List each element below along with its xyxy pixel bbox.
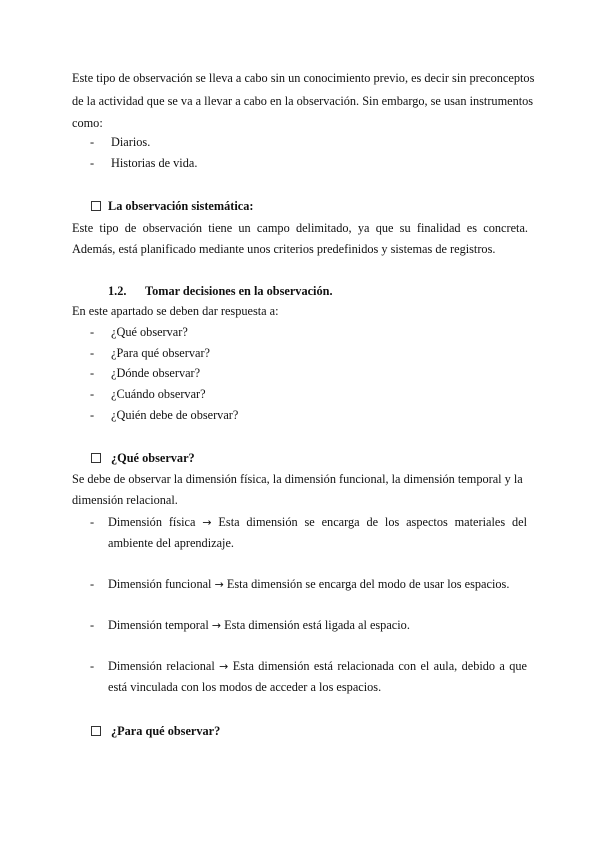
list-dash: -	[90, 366, 95, 380]
list-dash: -	[90, 135, 95, 149]
dimension-fisica-text: Esta dimensión se encarga de los aspectos materiales del	[218, 515, 528, 529]
dimension-fisica-line-2: ambiente del aprendizaje.	[108, 536, 234, 550]
dimension-relacional-text: Esta dimensión está relacionada con el aula, debido a que	[232, 659, 527, 673]
section-number: 1.2.	[108, 284, 127, 298]
list-item: ¿Dónde observar?	[111, 366, 201, 380]
que-observar-line-2: dimensión relacional.	[72, 493, 178, 507]
intro-line-3: como:	[72, 116, 103, 130]
dimension-temporal-line	[108, 617, 410, 634]
checkbox-icon	[91, 726, 101, 736]
dimension-relacional-line-1	[108, 658, 527, 675]
intro-line-1: Este tipo de observación se lleva a cabo sin un conocimiento previo, es decir sin preconceptos	[72, 71, 535, 85]
arrow-icon: →	[219, 660, 229, 673]
list-item: ¿Qué observar?	[111, 325, 188, 339]
sistematica-line-1: Este tipo de observación tiene un campo delimitado, ya que su finalidad es concreta.	[72, 221, 528, 235]
dimension-fisica-label: Dimensión física	[108, 515, 196, 529]
dimension-temporal-label: Dimensión temporal	[108, 618, 209, 632]
list-dash: -	[90, 577, 95, 591]
list-dash: -	[90, 659, 95, 673]
intro-line-2: de la actividad que se va a llevar a cabo en la observación. Sin embargo, se usan instrumentos	[72, 94, 534, 108]
dimension-relacional-line-2: está vinculada con los modos de acceder a los espacios.	[108, 680, 382, 694]
list-dash: -	[90, 346, 95, 360]
dimension-temporal-text: Esta dimensión está ligada al espacio.	[224, 618, 410, 632]
dimension-relacional-label: Dimensión relacional	[108, 659, 215, 673]
dimension-funcional-line	[108, 576, 509, 593]
sistematica-line-2: Además, está planificado mediante unos criterios predefinidos y sistemas de registros.	[72, 242, 496, 256]
dimension-funcional-text: Esta dimensión se encarga del modo de usar los espacios.	[226, 577, 510, 591]
list-dash: -	[90, 408, 95, 422]
list-dash: -	[90, 515, 95, 529]
list-dash: -	[90, 156, 95, 170]
list-item: ¿Cuándo observar?	[111, 387, 206, 401]
list-item: Diarios.	[111, 135, 151, 149]
checkbox-icon	[91, 453, 101, 463]
heading-para-que-observar: ¿Para qué observar?	[111, 724, 221, 738]
dimension-fisica-line-1	[108, 514, 527, 531]
heading-que-observar: ¿Qué observar?	[111, 451, 195, 465]
checkbox-icon	[91, 201, 101, 211]
section-intro: En este apartado se deben dar respuesta a:	[72, 304, 279, 318]
section-title: Tomar decisiones en la observación.	[145, 284, 333, 298]
dimension-funcional-label: Dimensión funcional	[108, 577, 212, 591]
arrow-icon: →	[211, 619, 222, 632]
list-dash: -	[90, 618, 95, 632]
arrow-icon: →	[202, 516, 212, 529]
que-observar-line-1: Se debe de observar la dimensión física, la dimensión funcional, la dimensión temporal y la	[72, 472, 523, 486]
list-item: ¿Quién debe de observar?	[111, 408, 239, 422]
list-item: Historias de vida.	[111, 156, 198, 170]
arrow-icon: →	[214, 578, 224, 591]
list-item: ¿Para qué observar?	[111, 346, 211, 360]
list-dash: -	[90, 387, 95, 401]
heading-sistematica: La observación sistemática:	[108, 199, 254, 213]
list-dash: -	[90, 325, 95, 339]
